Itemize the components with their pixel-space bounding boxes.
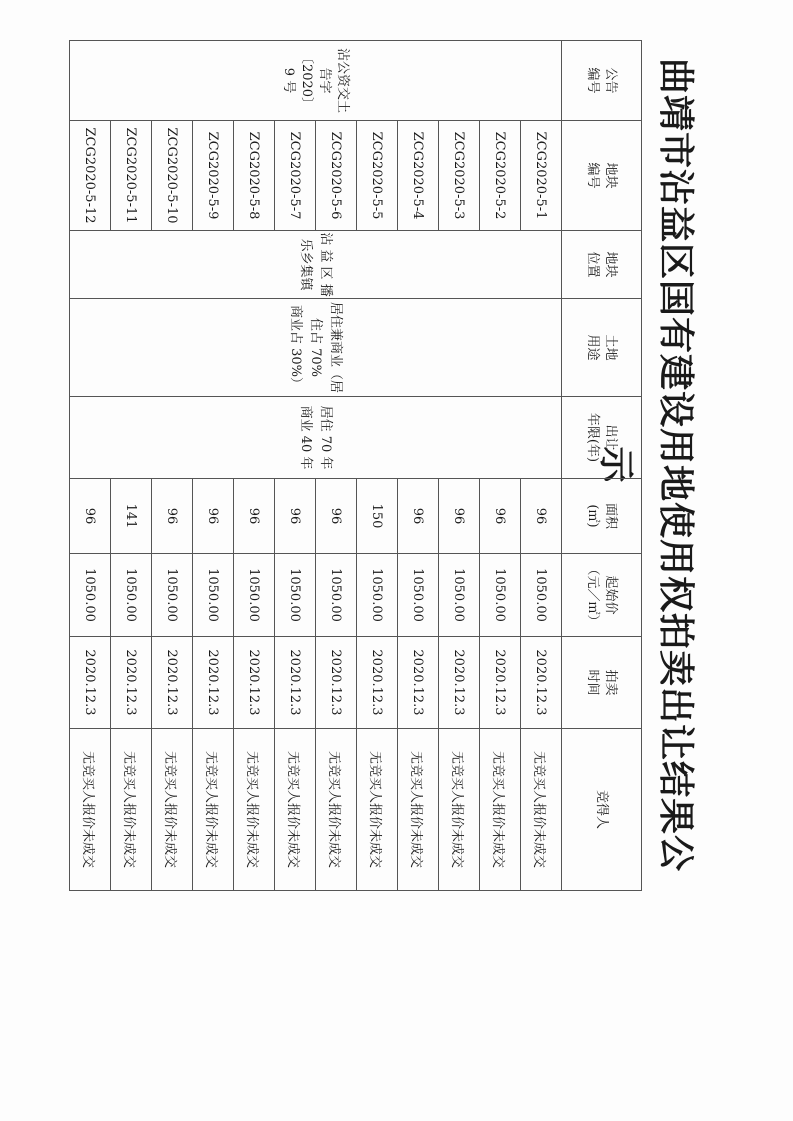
time-cell: 2020.12.3 [398,637,439,729]
price-cell: 1050.00 [275,554,316,637]
header-parcel-no: 地块 编号 [562,121,642,231]
location-cell: 沾 益 区 播 乐乡集镇 [70,231,562,299]
area-cell: 96 [234,479,275,554]
table-header-row [562,41,642,891]
announcement-no-cell: 沾公资交土 告字〔2020〕 9 号 [70,41,562,121]
bidder-cell: 无竞买人报价未成交 [357,729,398,891]
time-cell: 2020.12.3 [152,637,193,729]
parcel-cell: ZCG2020-5-10 [152,121,193,231]
area-cell: 96 [275,479,316,554]
bidder-cell: 无竞买人报价未成交 [111,729,152,891]
parcel-cell: ZCG2020-5-9 [193,121,234,231]
header-area: 面积 (㎡) [562,479,642,554]
header-announcement-no: 公告 编号 [562,41,642,121]
bidder-cell: 无竞买人报价未成交 [193,729,234,891]
price-cell: 1050.00 [357,554,398,637]
time-cell: 2020.12.3 [357,637,398,729]
price-cell: 1050.00 [193,554,234,637]
header-auction-time: 拍卖 时间 [562,637,642,729]
parcel-cell: ZCG2020-5-5 [357,121,398,231]
bidder-cell: 无竞买人报价未成交 [521,729,562,891]
price-cell: 1050.00 [521,554,562,637]
time-cell: 2020.12.3 [521,637,562,729]
bidder-cell: 无竞买人报价未成交 [152,729,193,891]
header-start-price: 起始价 （元／㎡） [562,554,642,637]
area-cell: 96 [480,479,521,554]
price-cell: 1050.00 [316,554,357,637]
area-cell: 141 [111,479,152,554]
area-cell: 96 [398,479,439,554]
area-cell: 150 [357,479,398,554]
term-cell: 居住 70 年 商业 40 年 [70,397,562,479]
price-cell: 1050.00 [111,554,152,637]
time-cell: 2020.12.3 [316,637,357,729]
header-land-use: 土地 用途 [562,299,642,397]
bidder-cell: 无竞买人报价未成交 [70,729,111,891]
parcel-cell: ZCG2020-5-8 [234,121,275,231]
bidder-cell: 无竞买人报价未成交 [316,729,357,891]
parcel-cell: ZCG2020-5-4 [398,121,439,231]
time-cell: 2020.12.3 [480,637,521,729]
area-cell: 96 [152,479,193,554]
price-cell: 1050.00 [152,554,193,637]
parcel-cell: ZCG2020-5-12 [70,121,111,231]
header-bidder: 竞得人 [562,729,642,891]
price-cell: 1050.00 [398,554,439,637]
parcel-cell: ZCG2020-5-3 [439,121,480,231]
time-cell: 2020.12.3 [70,637,111,729]
area-cell: 96 [193,479,234,554]
parcel-cell: ZCG2020-5-1 [521,121,562,231]
bidder-cell: 无竞买人报价未成交 [234,729,275,891]
time-cell: 2020.12.3 [193,637,234,729]
bidder-cell: 无竞买人报价未成交 [275,729,316,891]
rotated-content [66,40,706,1120]
area-cell: 96 [316,479,357,554]
page-title: 曲靖市沾益区国有建设用地使用权拍卖出让结果公示 [595,57,697,872]
area-cell: 96 [521,479,562,554]
header-location: 地块 位置 [562,231,642,299]
time-cell: 2020.12.3 [234,637,275,729]
price-cell: 1050.00 [439,554,480,637]
bidder-cell: 无竞买人报价未成交 [398,729,439,891]
bidder-cell: 无竞买人报价未成交 [480,729,521,891]
price-cell: 1050.00 [234,554,275,637]
results-table [69,40,642,891]
price-cell: 1050.00 [70,554,111,637]
time-cell: 2020.12.3 [439,637,480,729]
bidder-cell: 无竞买人报价未成交 [439,729,480,891]
land-use-cell: 居住兼商业（居 住占 70% 商业占 30%） [70,299,562,397]
area-cell: 96 [439,479,480,554]
time-cell: 2020.12.3 [275,637,316,729]
parcel-cell: ZCG2020-5-11 [111,121,152,231]
header-term: 出让 年限(年) [562,397,642,479]
table-row [521,41,562,891]
parcel-cell: ZCG2020-5-2 [480,121,521,231]
price-cell: 1050.00 [480,554,521,637]
parcel-cell: ZCG2020-5-7 [275,121,316,231]
area-cell: 96 [70,479,111,554]
time-cell: 2020.12.3 [111,637,152,729]
parcel-cell: ZCG2020-5-6 [316,121,357,231]
table-body [70,41,562,891]
